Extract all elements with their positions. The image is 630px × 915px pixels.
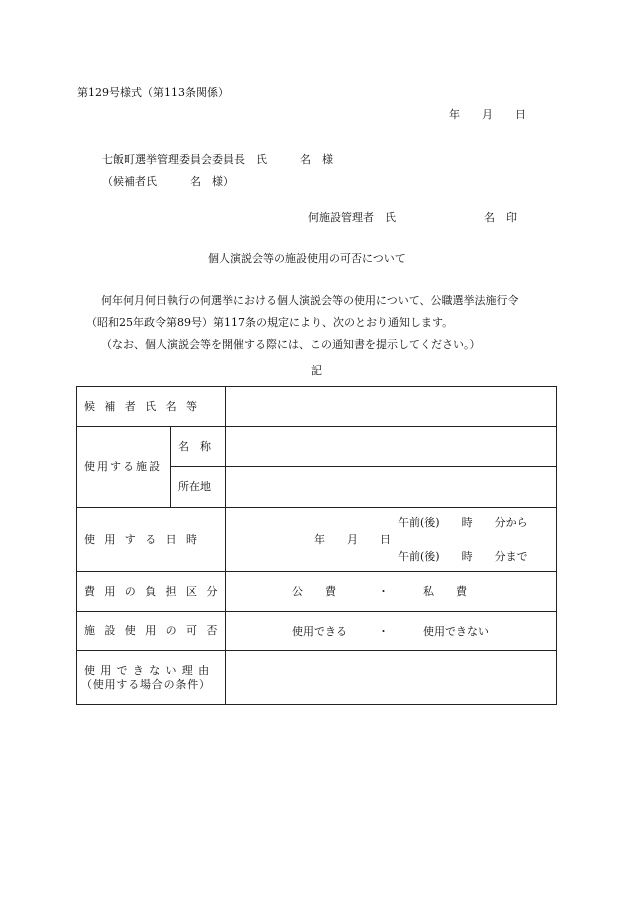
date-line: 年 月 日 <box>449 108 526 121</box>
cost-label: 費用の負担区分 <box>77 572 226 612</box>
time-to: 午前(後) 時 分まで <box>398 550 528 563</box>
candidate-label: 候補者氏名等 <box>77 387 226 427</box>
cost-public: 公 費 <box>292 585 336 598</box>
facility-name-label: 名 称 <box>171 427 226 467</box>
cost-value <box>226 572 557 612</box>
reason-label-line-2: （使用する場合の条件） <box>81 677 211 691</box>
permit-separator: ・ <box>378 625 389 638</box>
permit-yes: 使用できる <box>292 625 347 638</box>
row-datetime <box>77 508 557 572</box>
form-number: 第129号様式（第113条関係） <box>77 86 229 99</box>
row-permit <box>77 612 557 651</box>
cost-private: 私 費 <box>423 585 467 598</box>
cc-line: （候補者氏 名 様） <box>102 175 234 188</box>
reason-label <box>77 651 226 705</box>
body-note: （なお、個人演説会等を開催する際には、この通知書を提示してください。） <box>101 338 481 351</box>
row-cost <box>77 572 557 612</box>
document-title: 個人演説会等の施設使用の可否について <box>208 252 406 265</box>
recipient-line: 七飯町選挙管理委員会委員長 氏 名 様 <box>102 153 333 166</box>
facility-name-value <box>226 427 557 467</box>
datetime-value <box>226 508 557 572</box>
reason-label-line-1: 使用できない理由 <box>84 664 215 678</box>
facility-location-value <box>226 467 557 508</box>
ki-heading: 記 <box>311 364 322 377</box>
facility-location-label: 所在地 <box>171 467 226 508</box>
reason-value <box>226 651 557 705</box>
row-reason <box>77 651 557 705</box>
date-mid: 年 月 日 <box>314 533 391 546</box>
row-candidate <box>77 387 557 427</box>
permit-label: 施設使用の可否 <box>77 612 226 651</box>
row-facility-name <box>77 427 557 467</box>
cost-separator: ・ <box>378 585 389 598</box>
permit-no: 使用できない <box>423 625 489 638</box>
facility-label: 使用する施設 <box>77 427 171 508</box>
body-text-line-2: （昭和25年政令第89号）第117条の規定により、次のとおり通知します。 <box>86 316 454 329</box>
permit-value <box>226 612 557 651</box>
body-text-line-1: 何年何月何日執行の何選挙における個人演説会等の使用について、公職選挙法施行令 <box>101 294 519 307</box>
time-from: 午前(後) 時 分から <box>398 516 528 529</box>
details-table <box>76 386 557 705</box>
sender-line: 何施設管理者 氏 名 印 <box>308 211 517 224</box>
candidate-value <box>226 387 557 427</box>
datetime-label: 使用する日時 <box>77 508 226 572</box>
